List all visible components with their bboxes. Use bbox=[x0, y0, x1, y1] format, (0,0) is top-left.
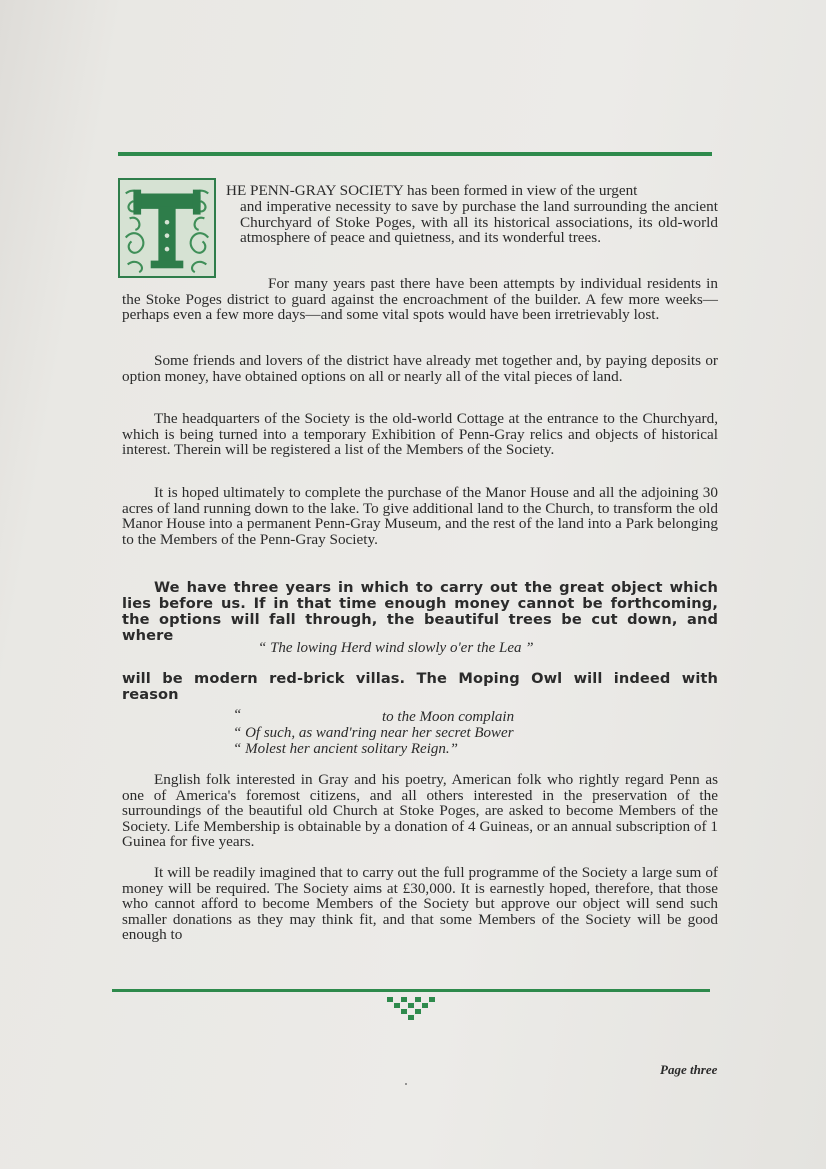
paragraph-1-rest: and imperative necessity to save by purchase the land surrounding the ancient Churchyard of Stoke Poges, with all its historical associations, its old-world atmosphere of peace and quietness, and its wonderful trees. bbox=[240, 198, 718, 246]
bold-appeal-1: We have three years in which to carry out the great object which lies before us. If in that time enough money cannot be forthcoming, the options will fall through, the beautiful trees be cut down, and where bbox=[122, 579, 718, 644]
paragraph-7: It will be readily imagined that to carry out the full programme of the Society a large sum of money will be required. The Society aims at £30,000. It is earnestly hoped, therefore, that those who cannot afford to become Members of the Society but approve our object will send such smaller donations as they may think fit, and that some Members of the Society will be good enough to bbox=[122, 864, 718, 943]
paragraph-4: The headquarters of the Society is the old-world Cottage at the entrance to the Churchyard, which is being turned into a temporary Exhibition of Penn-Gray relics and objects of historical interest. Therein will be registered a list of the Members of the Society. bbox=[122, 410, 718, 458]
verse-line-3: “ Molest her ancient solitary Reign.” bbox=[233, 741, 458, 757]
paper-speck bbox=[405, 1083, 407, 1085]
bottom-green-rule bbox=[112, 989, 710, 992]
bold-appeal-2: will be modern red-brick villas. The Moping Owl will indeed with reason bbox=[122, 670, 718, 703]
verse-quote-1: “ The lowing Herd wind slowly o'er the Lea ” bbox=[258, 640, 534, 656]
page-number: Page three bbox=[660, 1062, 718, 1077]
checkered-ornament-icon bbox=[385, 995, 445, 1025]
paragraph-2: For many years past there have been attempts by individual residents in the Stoke Poges district to guard against the encroachment of the builder. A few more weeks—perhaps even a few more days—and some vital spots would have been irretrievably lost. bbox=[122, 275, 718, 323]
ornamental-drop-cap bbox=[118, 178, 216, 278]
top-green-rule bbox=[118, 152, 712, 156]
paragraph-1-first-line: HE PENN-GRAY SOCIETY has been formed in view of the urgent bbox=[226, 182, 638, 199]
verse-line-1: to the Moon complain bbox=[382, 709, 515, 725]
verse-open-quote: “ bbox=[233, 707, 242, 723]
verse-line-2: “ Of such, as wand'ring near her secret Bower bbox=[233, 725, 514, 741]
paragraph-3: Some friends and lovers of the district have already met together and, by paying deposits or option money, have obtained options on all or nearly all of the vital pieces of land. bbox=[122, 352, 718, 385]
paragraph-6: English folk interested in Gray and his poetry, American folk who rightly regard Penn as one of America's foremost citizens, and all others interested in the preservation of the surroundings of the beautiful old Church at Stoke Poges, are asked to become Members of the Society. Life Membership is obtainable by a donation of 4 Guineas, or an annual subscription of 1 Guinea for five years. bbox=[122, 771, 718, 850]
drop-cap-ornament-icon bbox=[120, 180, 214, 276]
paragraph-5: It is hoped ultimately to complete the purchase of the Manor House and all the adjoining 30 acres of land running down to the lake. To give additional land to the Church, to transform the old Manor House into a permanent Penn-Gray Museum, and the rest of the land into a Park belonging to the Members of the Penn-Gray Society. bbox=[122, 484, 718, 548]
